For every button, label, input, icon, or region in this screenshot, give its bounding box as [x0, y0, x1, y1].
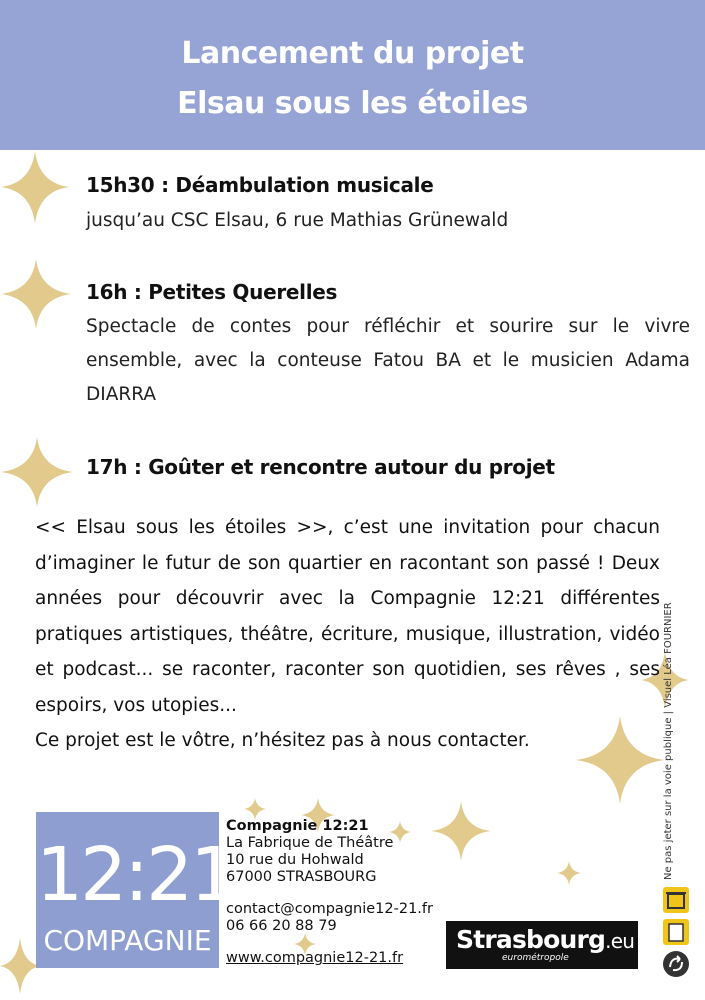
strasbourg-logo-sub: eurométropole [502, 953, 569, 963]
star-icon [0, 150, 70, 225]
compagnie-logo [36, 812, 235, 968]
star-icon [0, 436, 74, 508]
event-1-title: 15h30 : Déambulation musicale [86, 173, 434, 197]
star-icon [430, 800, 492, 862]
description-closing: Ce projet est le vôtre, n’hésitez pas à nous contacter. [35, 730, 530, 751]
vertical-credit-note: Ne pas jeter sur la voie publique | Visuel Léa FOURNIER [663, 602, 674, 880]
event-2-text: Spectacle de contes pour réfléchir et sourire sur le vivre ensemble, avec la conteuse Fatou BA et le musicien Adama DIARRA [86, 316, 690, 405]
strasbourg-logo-text: Strasbourg.eu [456, 925, 635, 954]
paper-icon [662, 918, 690, 946]
logo-word: COMPAGNIE [43, 924, 212, 957]
recycling-loop-icon [662, 950, 690, 978]
contact-phone[interactable]: 06 66 20 88 79 [226, 918, 337, 934]
description-paragraph: << Elsau sous les étoiles >>, c’est une invitation pour chacun d’imaginer le futur de son quartier en racontant son passé ! Deux années pour découvrir avec la Compagnie 12:21 différentes pratiques artistiques, théâtre, écriture, musique, illustration, vidéo et podcast... se raconter, raconter son quotidien, ses rêves , ses espoirs, vos utopies... [35, 517, 660, 716]
contact-name: Compagnie 12:21 [226, 818, 369, 834]
logo-number: 12:21 [36, 832, 235, 918]
event-1-text: jusqu’au CSC Elsau, 6 rue Mathias Grünewald [86, 210, 509, 231]
contact-street: 10 rue du Hohwald [226, 852, 364, 868]
event-3-title: 17h : Goûter et rencontre autour du projet [86, 455, 555, 479]
title-line-1: Lancement du projet [181, 36, 524, 71]
title-line-2: Elsau sous les étoiles [177, 86, 528, 121]
event-2-title: 16h : Petites Querelles [86, 280, 338, 304]
project-description [35, 510, 660, 759]
contact-website-link[interactable]: www.compagnie12-21.fr [226, 950, 404, 966]
star-icon [556, 860, 582, 886]
contact-city: 67000 STRASBOURG [226, 869, 377, 885]
star-icon [0, 936, 40, 996]
recycle-bin-icon [662, 886, 690, 914]
strasbourg-logo [446, 921, 638, 969]
contact-venue: La Fabrique de Théâtre [226, 835, 394, 851]
star-icon [0, 258, 72, 330]
contact-email[interactable]: contact@compagnie12-21.fr [226, 901, 433, 917]
header-banner [0, 0, 705, 150]
